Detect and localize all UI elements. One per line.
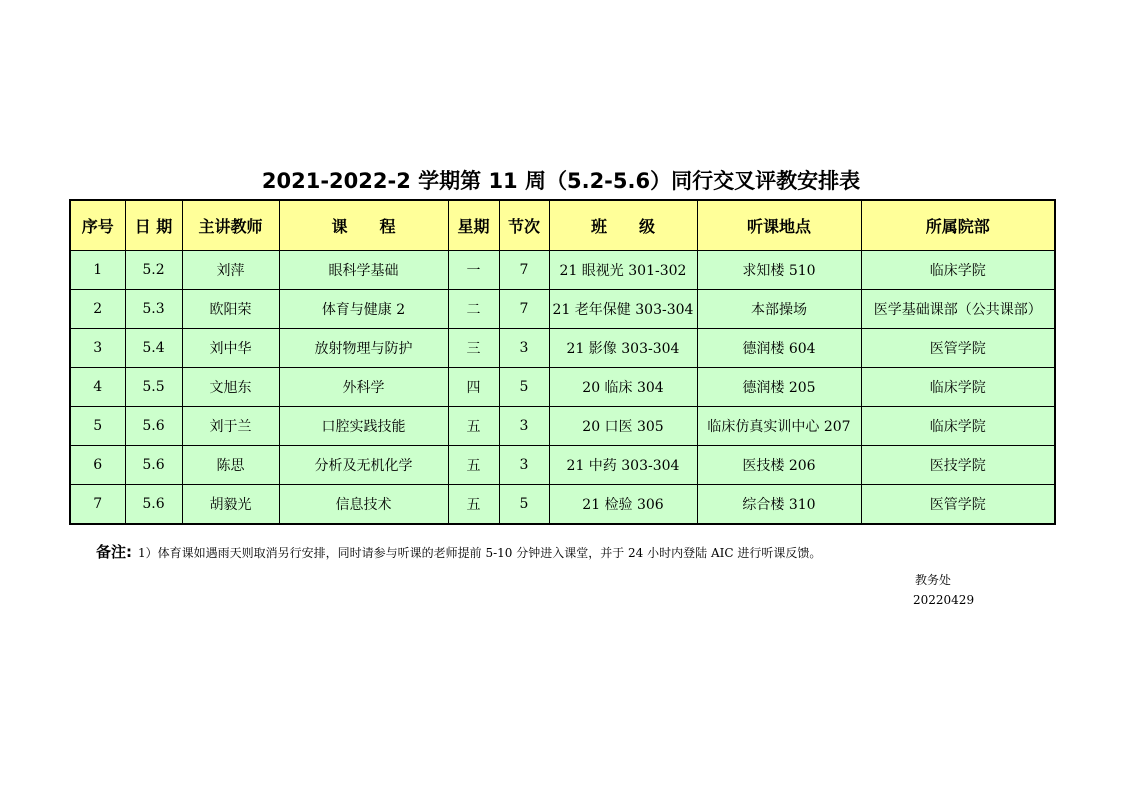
cell-weekday: 一 [448, 251, 499, 290]
table-row [70, 290, 1055, 329]
cell-course: 分析及无机化学 [279, 446, 448, 485]
header-date: 日 期 [125, 200, 182, 251]
cell-teacher: 文旭东 [182, 368, 279, 407]
cell-teacher: 陈思 [182, 446, 279, 485]
cell-department: 临床学院 [861, 251, 1055, 290]
cell-class: 21 影像 303-304 [549, 329, 697, 368]
cell-class: 21 眼视光 301-302 [549, 251, 697, 290]
header-class: 班 级 [549, 200, 697, 251]
cell-department: 临床学院 [861, 368, 1055, 407]
cell-department: 临床学院 [861, 407, 1055, 446]
table-row [70, 368, 1055, 407]
cell-index: 7 [70, 485, 125, 525]
cell-date: 5.2 [125, 251, 182, 290]
cell-index: 5 [70, 407, 125, 446]
cell-teacher: 刘于兰 [182, 407, 279, 446]
cell-weekday: 四 [448, 368, 499, 407]
cell-index: 4 [70, 368, 125, 407]
table-row [70, 485, 1055, 525]
cell-location: 本部操场 [697, 290, 861, 329]
cell-course: 信息技术 [279, 485, 448, 525]
cell-location: 德润楼 604 [697, 329, 861, 368]
cell-date: 5.4 [125, 329, 182, 368]
cell-class: 21 老年保健 303-304 [549, 290, 697, 329]
cell-index: 1 [70, 251, 125, 290]
cell-department: 医管学院 [861, 329, 1055, 368]
cell-teacher: 刘中华 [182, 329, 279, 368]
header-index: 序号 [70, 200, 125, 251]
issuing-office: 教务处 [915, 573, 952, 587]
cell-course: 外科学 [279, 368, 448, 407]
table-row [70, 407, 1055, 446]
cell-class: 21 检验 306 [549, 485, 697, 525]
cell-location: 综合楼 310 [697, 485, 861, 525]
table-row [70, 446, 1055, 485]
header-period: 节次 [499, 200, 549, 251]
cell-course: 口腔实践技能 [279, 407, 448, 446]
page-title: 2021-2022-2 学期第 11 周（5.2-5.6）同行交叉评教安排表 [261, 169, 861, 193]
cell-department: 医学基础课部（公共课部） [861, 290, 1055, 329]
table-row [70, 329, 1055, 368]
cell-class: 21 中药 303-304 [549, 446, 697, 485]
header-weekday: 星期 [448, 200, 499, 251]
cell-teacher: 胡毅光 [182, 485, 279, 525]
cell-period: 3 [499, 446, 549, 485]
cell-course: 放射物理与防护 [279, 329, 448, 368]
schedule-table [69, 199, 1056, 525]
remarks-label: 备注: [96, 543, 132, 561]
header-department: 所属院部 [861, 200, 1055, 251]
cell-index: 2 [70, 290, 125, 329]
cell-period: 3 [499, 329, 549, 368]
cell-date: 5.6 [125, 485, 182, 525]
cell-course: 眼科学基础 [279, 251, 448, 290]
cell-period: 5 [499, 368, 549, 407]
cell-department: 医技学院 [861, 446, 1055, 485]
cell-date: 5.3 [125, 290, 182, 329]
header-row [70, 200, 1055, 251]
cell-location: 临床仿真实训中心 207 [697, 407, 861, 446]
cell-index: 3 [70, 329, 125, 368]
cell-location: 德润楼 205 [697, 368, 861, 407]
header-location: 听课地点 [697, 200, 861, 251]
cell-weekday: 五 [448, 407, 499, 446]
cell-weekday: 二 [448, 290, 499, 329]
cell-date: 5.6 [125, 446, 182, 485]
cell-department: 医管学院 [861, 485, 1055, 525]
cell-period: 7 [499, 290, 549, 329]
cell-date: 5.5 [125, 368, 182, 407]
cell-index: 6 [70, 446, 125, 485]
cell-teacher: 刘萍 [182, 251, 279, 290]
cell-location: 求知楼 510 [697, 251, 861, 290]
header-course: 课 程 [279, 200, 448, 251]
issue-date: 20220429 [913, 593, 975, 607]
remarks-text: 1）体育课如遇雨天则取消另行安排，同时请参与听课的老师提前 5-10 分钟进入课堂，并于 24 小时内登陆 AIC 进行听课反馈。 [138, 546, 822, 560]
cell-weekday: 五 [448, 446, 499, 485]
cell-weekday: 三 [448, 329, 499, 368]
cell-location: 医技楼 206 [697, 446, 861, 485]
cell-period: 7 [499, 251, 549, 290]
header-teacher: 主讲教师 [182, 200, 279, 251]
cell-course: 体育与健康 2 [279, 290, 448, 329]
cell-date: 5.6 [125, 407, 182, 446]
table-row [70, 251, 1055, 290]
cell-teacher: 欧阳荣 [182, 290, 279, 329]
remarks [96, 541, 821, 562]
cell-class: 20 口医 305 [549, 407, 697, 446]
cell-period: 5 [499, 485, 549, 525]
cell-weekday: 五 [448, 485, 499, 525]
cell-class: 20 临床 304 [549, 368, 697, 407]
cell-period: 3 [499, 407, 549, 446]
